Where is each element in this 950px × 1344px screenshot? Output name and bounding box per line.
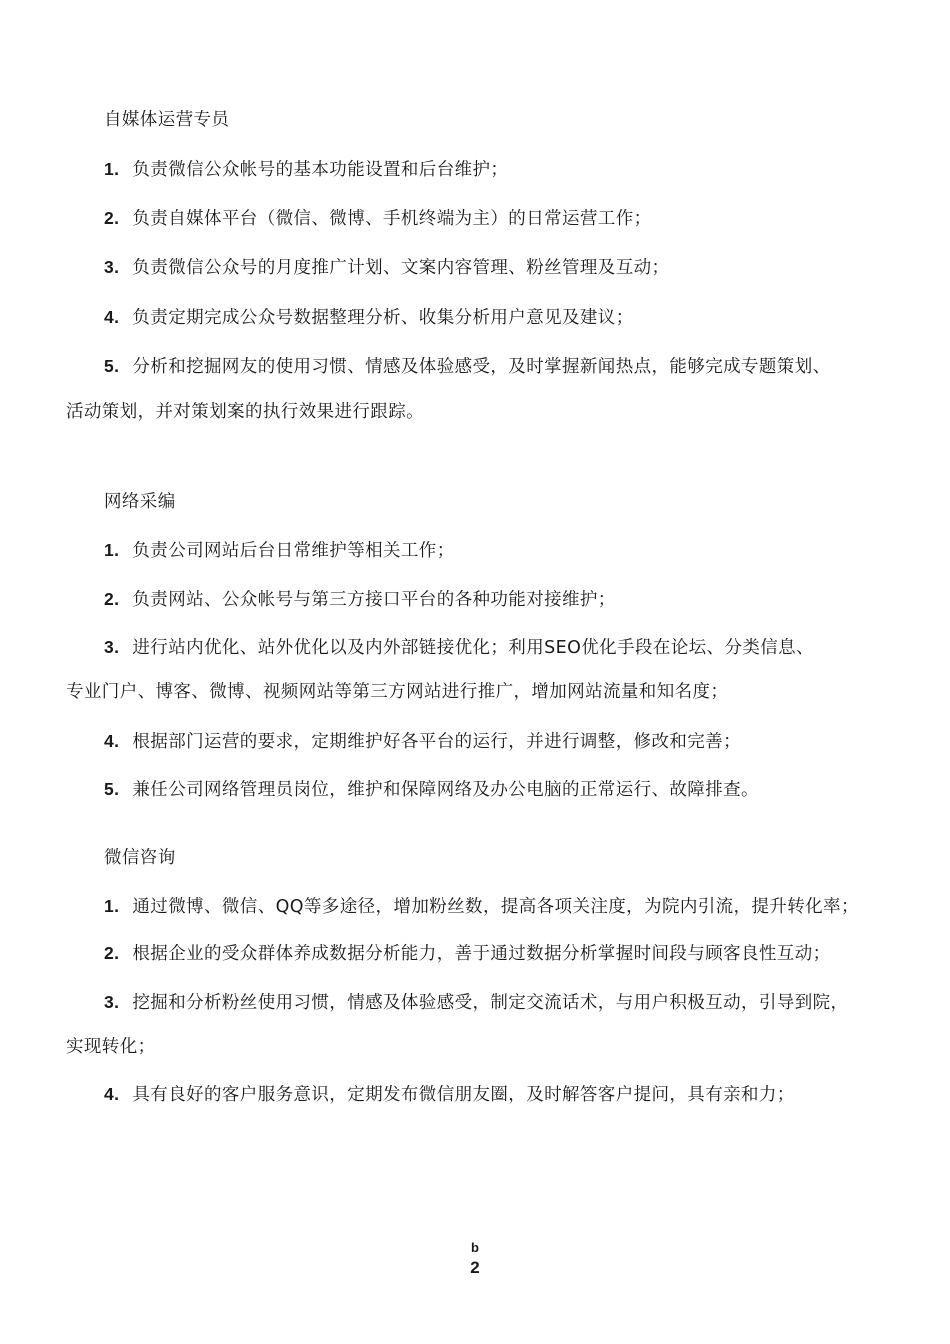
- item-text: 进行站内优化、站外优化以及内外部链接优化；利用SEO优化手段在论坛、分类信息、: [132, 638, 814, 658]
- section-title: 微信咨询: [104, 848, 176, 868]
- list-item: [104, 1082, 795, 1107]
- item-text-continuation: 实现转化；: [66, 1037, 156, 1057]
- item-text: 负责自媒体平台（微信、微博、手机终端为主）的日常运营工作；: [132, 209, 652, 229]
- item-number: 1.: [104, 159, 120, 179]
- page-number: 2: [470, 1258, 480, 1277]
- list-item: [104, 894, 859, 919]
- item-number: 4.: [104, 307, 120, 327]
- item-number: 1.: [104, 540, 120, 560]
- list-item: [104, 206, 652, 231]
- item-text: 具有良好的客户服务意识，定期发布微信朋友圈，及时解答客户提问，具有亲和力；: [132, 1085, 795, 1105]
- section-title: 网络采编: [104, 492, 176, 512]
- footer-mark: b: [471, 1240, 479, 1255]
- list-item: [104, 941, 831, 966]
- item-number: 2.: [104, 943, 120, 963]
- item-text: 兼任公司网络管理员岗位，维护和保障网络及办公电脑的正常运行、故障排查。: [132, 780, 759, 800]
- item-text: 负责公司网站后台日常维护等相关工作；: [132, 541, 455, 561]
- list-item: [104, 990, 848, 1015]
- item-text: 分析和挖掘网友的使用习惯、情感及体验感受，及时掌握新闻热点，能够完成专题策划、: [132, 357, 831, 377]
- item-number: 2.: [104, 208, 120, 228]
- item-number: 1.: [104, 896, 120, 916]
- item-text: 负责网站、公众帐号与第三方接口平台的各种功能对接维护；: [132, 590, 616, 610]
- item-number: 4.: [104, 731, 120, 751]
- item-number: 3.: [104, 637, 120, 657]
- list-item: [104, 305, 634, 330]
- item-number: 5.: [104, 779, 120, 799]
- list-item: [104, 157, 508, 182]
- item-text-continuation: 专业门户、博客、微博、视频网站等第三方网站进行推广，增加网站流量和知名度；: [66, 682, 729, 702]
- list-item: [104, 354, 831, 379]
- item-number: 3.: [104, 257, 120, 277]
- item-text: 负责微信公众帐号的基本功能设置和后台维护；: [132, 160, 509, 180]
- item-text: 负责定期完成公众号数据整理分析、收集分析用户意见及建议；: [132, 308, 634, 328]
- list-item: [104, 729, 741, 754]
- item-text: 挖掘和分析粉丝使用习惯，情感及体验感受，制定交流话术，与用户积极互动，引导到院，: [132, 993, 849, 1013]
- item-text: 根据企业的受众群体养成数据分析能力，善于通过数据分析掌握时间段与顾客良性互动；: [132, 944, 831, 964]
- item-number: 3.: [104, 992, 120, 1012]
- list-item: [104, 777, 759, 802]
- item-number: 2.: [104, 589, 120, 609]
- item-number: 5.: [104, 356, 120, 376]
- list-item: [104, 255, 669, 280]
- list-item: [104, 587, 616, 612]
- item-text-continuation: 活动策划，并对策划案的执行效果进行跟踪。: [66, 402, 424, 422]
- item-number: 4.: [104, 1084, 120, 1104]
- section-title: 自媒体运营专员: [104, 110, 230, 130]
- item-text: 根据部门运营的要求，定期维护好各平台的运行，并进行调整，修改和完善；: [132, 732, 742, 752]
- list-item: [104, 538, 455, 563]
- item-text: 通过微博、微信、QQ等多途径，增加粉丝数，提高各项关注度，为院内引流，提升转化率；: [132, 897, 859, 917]
- list-item: [104, 635, 814, 660]
- item-text: 负责微信公众号的月度推广计划、文案内容管理、粉丝管理及互动；: [132, 258, 670, 278]
